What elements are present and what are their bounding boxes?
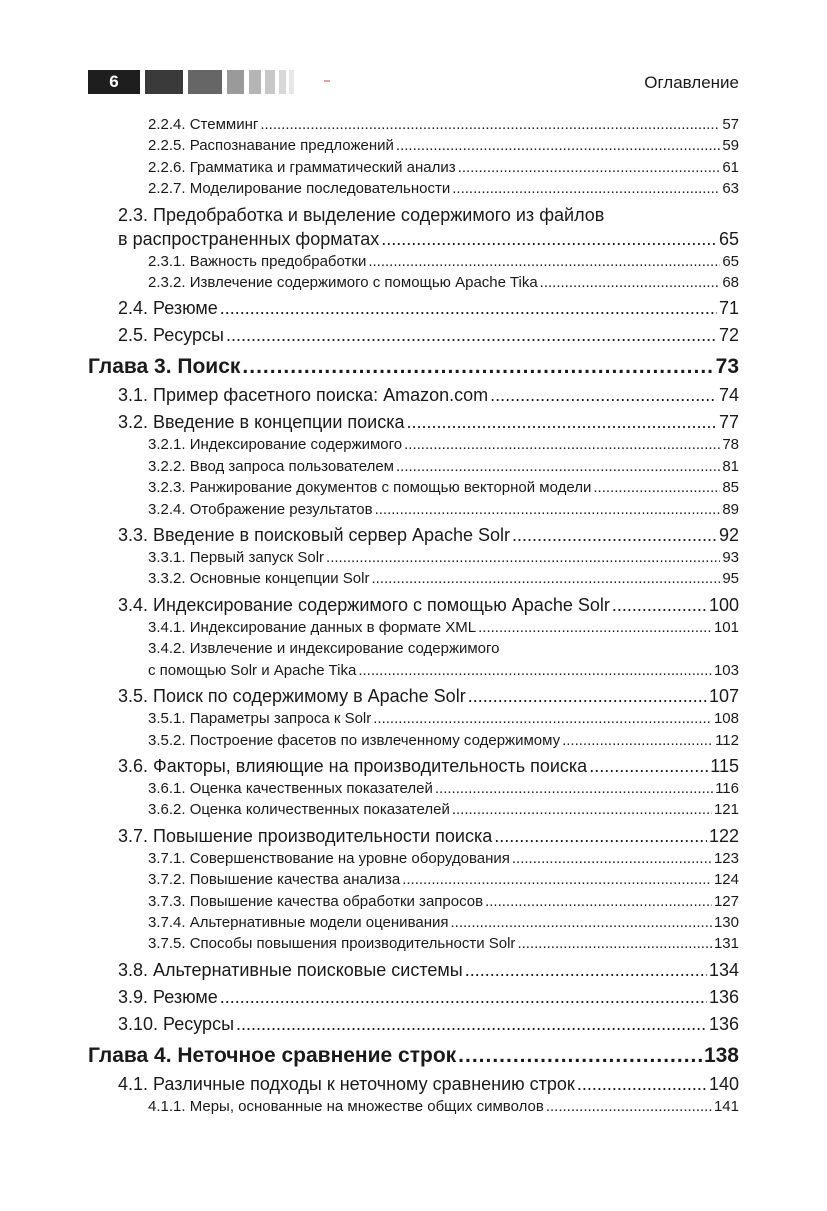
toc-entry[interactable] (88, 824, 739, 848)
toc-page-number: 136 (708, 1013, 739, 1034)
toc-entry-title: 3.7.5. Способы повышения производительности Solr (148, 935, 516, 953)
toc-page-number: 77 (718, 412, 739, 433)
toc-page-number: 78 (722, 436, 739, 454)
toc-entry-title: 2.2.6. Грамматика и грамматический анализ (148, 158, 456, 176)
toc-entry-title: 3.6.2. Оценка количественных показателей (148, 801, 450, 819)
toc-entry[interactable] (88, 684, 739, 708)
toc-page-number: 73 (715, 355, 739, 379)
toc-page-number: 93 (722, 549, 739, 567)
leader-dots (546, 1096, 712, 1117)
toc-page-number: 136 (708, 986, 739, 1007)
toc-page-number: 81 (722, 457, 739, 475)
leader-dots (242, 353, 713, 380)
leader-dots (517, 933, 712, 954)
toc-entry[interactable] (88, 135, 739, 156)
page-number: 6 (88, 70, 140, 94)
toc-entry-title: 2.2.4. Стемминг (148, 116, 259, 133)
leader-dots (435, 778, 713, 799)
toc-entry[interactable] (88, 754, 739, 778)
toc-entry-title: в распространенных форматах (118, 228, 380, 249)
toc-page-number: 116 (715, 779, 739, 797)
leader-dots (402, 869, 712, 890)
toc-entry-title: 2.3.2. Извлечение содержимого с помощью Apache Tika (148, 274, 538, 292)
leader-dots (371, 568, 720, 589)
leader-dots (358, 660, 712, 681)
toc-page-number: 100 (708, 594, 739, 615)
toc-chapter[interactable] (88, 1042, 739, 1069)
toc-entry-title: 3.1. Пример фасетного поиска: Amazon.com (118, 385, 489, 406)
toc-page-number: 115 (710, 755, 739, 776)
toc-entry[interactable] (88, 114, 739, 135)
leader-dots (458, 157, 721, 178)
page-header (0, 70, 827, 94)
toc-page-number: 65 (718, 228, 739, 249)
leader-dots (512, 523, 717, 547)
toc-entry[interactable] (88, 660, 739, 681)
header-bar-7 (289, 70, 294, 94)
toc-entry-title: 3.7.2. Повышение качества анализа (148, 871, 401, 889)
toc-page-number: 65 (722, 252, 739, 270)
toc-page-number: 74 (718, 385, 739, 406)
leader-dots (512, 848, 712, 869)
leader-dots (381, 227, 717, 251)
toc-page-number: 71 (718, 298, 739, 319)
header-bar-2 (188, 70, 222, 94)
toc-entry[interactable] (88, 1096, 739, 1117)
leader-dots (589, 754, 708, 778)
toc-entry-title: 3.7.4. Альтернативные модели оценивания (148, 913, 449, 931)
header-bar-4 (249, 70, 261, 94)
toc-entry[interactable] (88, 410, 739, 434)
toc-entry-title: 3.3. Введение в поисковый сервер Apache Solr (118, 525, 511, 546)
toc-page-number: 124 (713, 871, 739, 889)
toc-entry[interactable] (88, 799, 739, 820)
toc-entry[interactable] (88, 227, 739, 251)
toc-entry-title: 3.2.3. Ранжирование документов с помощью векторной модели (148, 479, 592, 497)
toc-page-number: 59 (722, 137, 739, 155)
leader-dots (326, 547, 720, 568)
leader-dots (373, 708, 712, 729)
toc-entry[interactable] (88, 383, 739, 407)
leader-dots (485, 891, 712, 912)
leader-dots (451, 912, 712, 933)
toc-entry[interactable] (88, 617, 739, 638)
toc-page-number: 138 (703, 1043, 739, 1067)
header-bar-1 (145, 70, 183, 94)
toc-page-number: 95 (722, 570, 739, 588)
toc-page-number: 57 (722, 116, 739, 133)
toc-entry-title: с помощью Solr и Apache Tika (148, 661, 357, 679)
header-bar-6 (279, 70, 286, 94)
toc-entry-title: 3.10. Ресурсы (118, 1013, 235, 1034)
toc-entry[interactable] (88, 178, 739, 199)
leader-dots (452, 178, 720, 199)
toc-page-number: 92 (718, 525, 739, 546)
toc-page-number: 131 (713, 935, 739, 953)
leader-dots (478, 617, 712, 638)
toc-entry-title: 4.1. Различные подходы к неточному сравнению строк (118, 1073, 575, 1094)
toc-entry[interactable] (88, 708, 739, 729)
toc-entry-title: 2.2.5. Распознавание предложений (148, 137, 394, 155)
leader-dots (368, 251, 720, 272)
toc-page-number: 121 (713, 801, 739, 819)
running-title: Оглавление (644, 73, 739, 92)
toc-entry[interactable] (88, 568, 739, 589)
toc-entry-title: 3.2.1. Индексирование содержимого (148, 436, 403, 454)
toc-page-number: 140 (708, 1073, 739, 1094)
toc-page-number: 89 (722, 500, 739, 518)
toc-entry[interactable] (88, 730, 739, 751)
toc-entry[interactable] (88, 848, 739, 869)
toc-entry[interactable] (88, 296, 739, 320)
leader-dots (458, 1042, 702, 1069)
toc-entry-title: 3.9. Резюме (118, 986, 218, 1007)
toc-page-number: 61 (722, 158, 739, 176)
toc-entry[interactable] (88, 477, 739, 498)
leader-dots (404, 434, 720, 455)
toc-entry[interactable] (88, 251, 739, 272)
toc-page-number: 122 (708, 825, 739, 846)
toc-entry-title: 3.7.1. Совершенствование на уровне оборудования (148, 849, 510, 867)
toc-entry[interactable] (88, 891, 739, 912)
toc-entry[interactable] (88, 323, 739, 347)
leader-dots (612, 593, 707, 617)
toc-page-number: 103 (713, 661, 739, 679)
toc-entry-title-line: 3.4.2. Извлечение и индексирование содержимого (148, 640, 500, 658)
toc-entry-title: 4.1.1. Меры, основанные на множестве общих символов (148, 1097, 544, 1115)
leader-dots (375, 499, 721, 520)
leader-dots (593, 477, 720, 498)
toc-page-number: 72 (718, 325, 739, 346)
toc-entry[interactable] (88, 869, 739, 890)
table-of-contents (88, 114, 739, 1117)
toc-entry-title: 3.5.2. Построение фасетов по извлеченному содержимому (148, 731, 561, 749)
toc-entry[interactable] (88, 499, 739, 520)
leader-dots (396, 456, 720, 477)
leader-dots (236, 1012, 707, 1036)
toc-page-number: 127 (713, 892, 739, 910)
toc-entry-title: 3.7.3. Повышение качества обработки запросов (148, 892, 484, 910)
toc-entry[interactable] (88, 1072, 739, 1096)
toc-entry-title: 3.2.4. Отображение результатов (148, 500, 373, 518)
toc-entry-title: 3.7. Повышение производительности поиска (118, 825, 493, 846)
header-bar-5 (265, 70, 275, 94)
toc-entry[interactable] (88, 157, 739, 178)
toc-entry-title: 2.2.7. Моделирование последовательности (148, 180, 451, 198)
toc-page-number: 68 (722, 274, 739, 292)
leader-dots (407, 410, 717, 434)
toc-entry[interactable] (88, 593, 739, 617)
leader-dots (540, 272, 721, 293)
toc-page-number: 130 (713, 913, 739, 931)
toc-entry-title: Глава 3. Поиск (88, 355, 241, 379)
toc-entry[interactable] (88, 547, 739, 568)
toc-page-number: 141 (713, 1097, 739, 1115)
toc-page-number: 134 (708, 959, 739, 980)
toc-page-number: 123 (713, 849, 739, 867)
toc-entry[interactable] (88, 272, 739, 293)
leader-dots (226, 323, 717, 347)
toc-entry[interactable] (88, 1012, 739, 1036)
toc-entry-title: 3.3.1. Первый запуск Solr (148, 549, 325, 567)
toc-entry-title: 3.3.2. Основные концепции Solr (148, 570, 370, 588)
toc-entry[interactable] (88, 985, 739, 1009)
toc-entry-title: 3.4. Индексирование содержимого с помощью Apache Solr (118, 594, 610, 615)
leader-dots (465, 958, 707, 982)
leader-dots (577, 1072, 707, 1096)
toc-entry-title: 2.3.1. Важность предобработки (148, 252, 367, 270)
leader-dots (468, 684, 707, 708)
leader-dots (220, 985, 707, 1009)
toc-entry-title: 3.6. Факторы, влияющие на производительность поиска (118, 755, 588, 776)
leader-dots (260, 114, 720, 135)
toc-entry[interactable] (88, 523, 739, 547)
leader-dots (220, 296, 717, 320)
toc-entry[interactable] (88, 958, 739, 982)
toc-entry[interactable] (88, 912, 739, 933)
toc-entry-title: 2.4. Резюме (118, 298, 218, 319)
toc-page-number: 101 (713, 618, 739, 636)
toc-chapter[interactable] (88, 353, 739, 380)
header-bar-3 (227, 70, 244, 94)
toc-entry-title: 3.8. Альтернативные поисковые системы (118, 959, 463, 980)
leader-dots (490, 383, 717, 407)
toc-entry-title-line: 2.3. Предобработка и выделение содержимого из файлов (118, 204, 605, 225)
toc-entry-title: 3.4.1. Индексирование данных в формате XML (148, 618, 477, 636)
toc-entry[interactable] (88, 434, 739, 455)
leader-dots (452, 799, 712, 820)
leader-dots (396, 135, 720, 156)
leader-dots (562, 730, 713, 751)
toc-entry-title: 3.2.2. Ввод запроса пользователем (148, 457, 394, 475)
toc-entry-title: 3.6.1. Оценка качественных показателей (148, 779, 433, 797)
toc-entry[interactable] (88, 456, 739, 477)
toc-entry[interactable] (88, 778, 739, 799)
toc-entry-title: 3.5. Поиск по содержимому в Apache Solr (118, 686, 466, 707)
toc-page-number: 108 (713, 710, 739, 728)
toc-page-number: 107 (708, 686, 739, 707)
header-mark (324, 80, 330, 82)
toc-entry[interactable] (88, 933, 739, 954)
toc-entry-title: 2.5. Ресурсы (118, 325, 224, 346)
toc-page-number: 112 (715, 731, 739, 749)
toc-page-number: 63 (722, 180, 739, 198)
toc-entry-title: 3.2. Введение в концепции поиска (118, 412, 405, 433)
toc-page-number: 85 (722, 479, 739, 497)
toc-entry-title: 3.5.1. Параметры запроса к Solr (148, 710, 372, 728)
leader-dots (494, 824, 707, 848)
toc-entry-title: Глава 4. Неточное сравнение строк (88, 1043, 457, 1067)
